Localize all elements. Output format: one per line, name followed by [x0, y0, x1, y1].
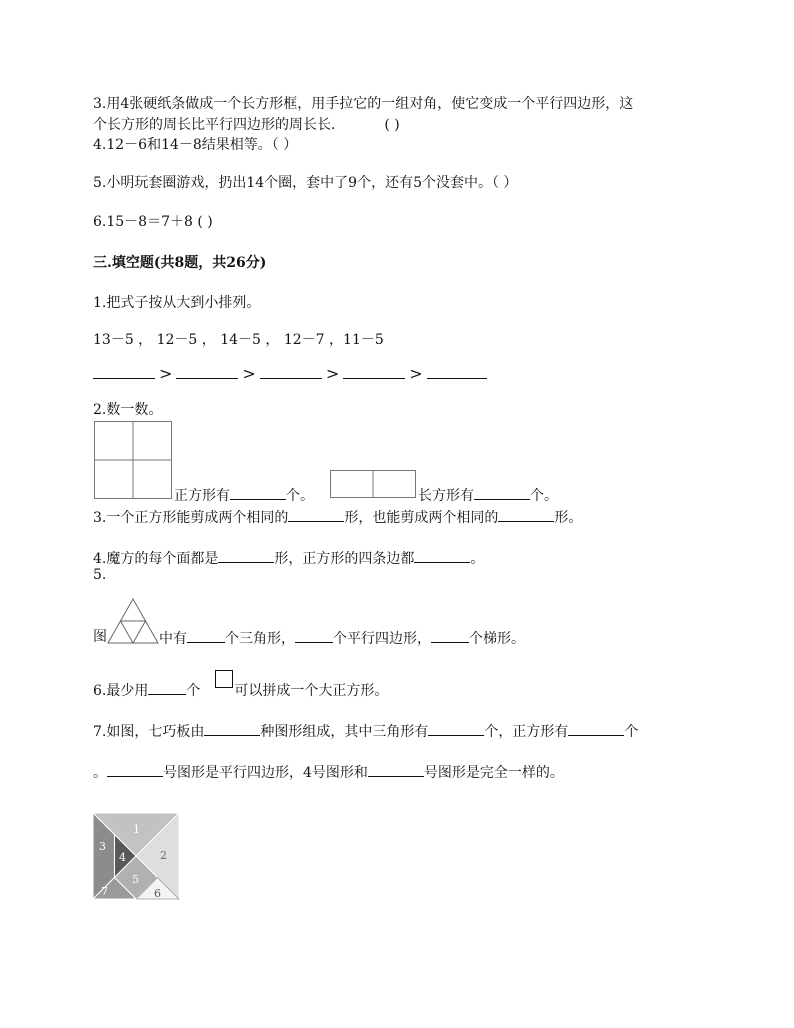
fill-q5-lead: 图: [93, 629, 107, 645]
fill-q2-title: 2.数一数。: [93, 402, 163, 418]
q3-text-b: 形，也能剪成两个相同的: [344, 510, 499, 526]
answer-blank[interactable]: [414, 548, 470, 563]
small-square-icon: [215, 670, 233, 688]
section3-heading: 三.填空题(共8题，共26分): [93, 255, 267, 271]
q3-judge-line2: [93, 116, 400, 134]
q3-judge-text: 个长方形的周长比平行四边形的周长长.: [93, 117, 336, 133]
answer-blank[interactable]: [427, 364, 487, 379]
q7-text-f: 号图形是平行四边形，4号图形和: [163, 765, 368, 781]
answer-blank[interactable]: [93, 364, 155, 379]
tangram-label: 7: [101, 885, 108, 898]
q4-judge: 4.12－6和14－8结果相等。（ ）: [93, 137, 298, 153]
fill-q5: [159, 628, 525, 648]
q5-text-d: 个平行四边形，: [333, 631, 431, 647]
q4-text-b: 形，正方形的四条边都: [274, 551, 415, 567]
tangram-label: 1: [133, 823, 140, 836]
triangle-figure: [107, 598, 159, 644]
answer-blank[interactable]: [176, 364, 238, 379]
q7-text-b: 种图形组成，其中三角形有: [260, 724, 429, 740]
gt-sign: >: [409, 364, 423, 383]
fill-q7-line2: [93, 762, 564, 782]
answer-blank[interactable]: [204, 721, 260, 736]
answer-blank[interactable]: [288, 507, 344, 522]
answer-blank[interactable]: [107, 762, 163, 777]
answer-blank[interactable]: [498, 507, 554, 522]
answer-blank[interactable]: [148, 680, 186, 695]
fill-q1-answer-row: [93, 364, 487, 383]
tangram-label: 3: [99, 840, 106, 853]
answer-blank[interactable]: [260, 364, 322, 379]
answer-blank[interactable]: [230, 485, 286, 500]
gt-sign: >: [159, 364, 173, 383]
q5-text-c: 个三角形，: [225, 631, 295, 647]
q3-text-c: 形。: [554, 510, 583, 526]
answer-blank[interactable]: [187, 628, 225, 643]
q7-text-c: 个，正方形有: [484, 724, 569, 740]
q5-text-b: 中有: [159, 631, 187, 647]
answer-blank[interactable]: [343, 364, 405, 379]
q6-text-a: 6.最少用: [93, 683, 149, 699]
tangram-label: 4: [119, 851, 126, 864]
tangram-label: 5: [132, 873, 139, 886]
q4-text-c: 。: [470, 551, 485, 567]
answer-blank[interactable]: [218, 548, 274, 563]
q3-text-a: 3.一个正方形能剪成两个相同的: [93, 510, 289, 526]
tangram-label: 6: [154, 887, 161, 900]
answer-blank[interactable]: [368, 762, 424, 777]
fill-q2-rect-row: [418, 485, 558, 505]
tangram-figure: [93, 813, 180, 900]
q5-text-e: 个梯形。: [469, 631, 525, 647]
answer-blank[interactable]: [568, 721, 624, 736]
fill-q2-square-row: [174, 485, 314, 505]
answer-blank[interactable]: [295, 628, 333, 643]
q5-judge: 5.小明玩套圈游戏，扔出14个圈，套中了9个，还有5个没套中。（ ）: [93, 175, 518, 191]
rect-count-label: 长方形有: [418, 488, 474, 504]
gt-sign: >: [242, 364, 256, 383]
fill-q6: [93, 680, 388, 700]
q3-judge-answer-paren[interactable]: ( ): [384, 117, 400, 133]
fill-q4: [93, 548, 484, 568]
q6-judge: 6.15－8＝7＋8 ( ): [93, 214, 213, 230]
q7-text-d: 个: [624, 724, 639, 740]
tangram-label: 2: [160, 849, 167, 862]
q6-text-c: 可以拼成一个大正方形。: [234, 683, 389, 699]
answer-blank[interactable]: [431, 628, 469, 643]
unit-label: 个。: [530, 488, 558, 504]
answer-blank[interactable]: [474, 485, 530, 500]
q3-judge-line1: 3.用4张硬纸条做成一个长方形框，用手拉它的一组对角，使它变成一个平行四边形，这: [93, 96, 634, 112]
q7-text-a: 7.如图，七巧板由: [93, 724, 205, 740]
q4-text-a: 4.魔方的每个面都是: [93, 551, 219, 567]
square-count-label: 正方形有: [174, 488, 230, 504]
fill-q3: [93, 507, 582, 527]
fill-q5-number: 5.: [93, 567, 107, 583]
fill-q1-title: 1.把式子按从大到小排列。: [93, 295, 261, 311]
answer-blank[interactable]: [428, 721, 484, 736]
fill-q7-line1: [93, 721, 638, 741]
fill-q1-expressions: 13－5 ， 12－5 ， 14－5 ， 12－7 ，11－5: [93, 332, 384, 348]
q7-text-e: 。: [93, 765, 107, 781]
gt-sign: >: [325, 364, 340, 383]
q7-text-g: 号图形是完全一样的。: [423, 765, 564, 781]
four-square-grid-figure: [94, 421, 172, 499]
unit-label: 个。: [286, 488, 314, 504]
q6-text-b: 个: [186, 683, 201, 699]
two-rectangle-figure: [330, 470, 416, 498]
